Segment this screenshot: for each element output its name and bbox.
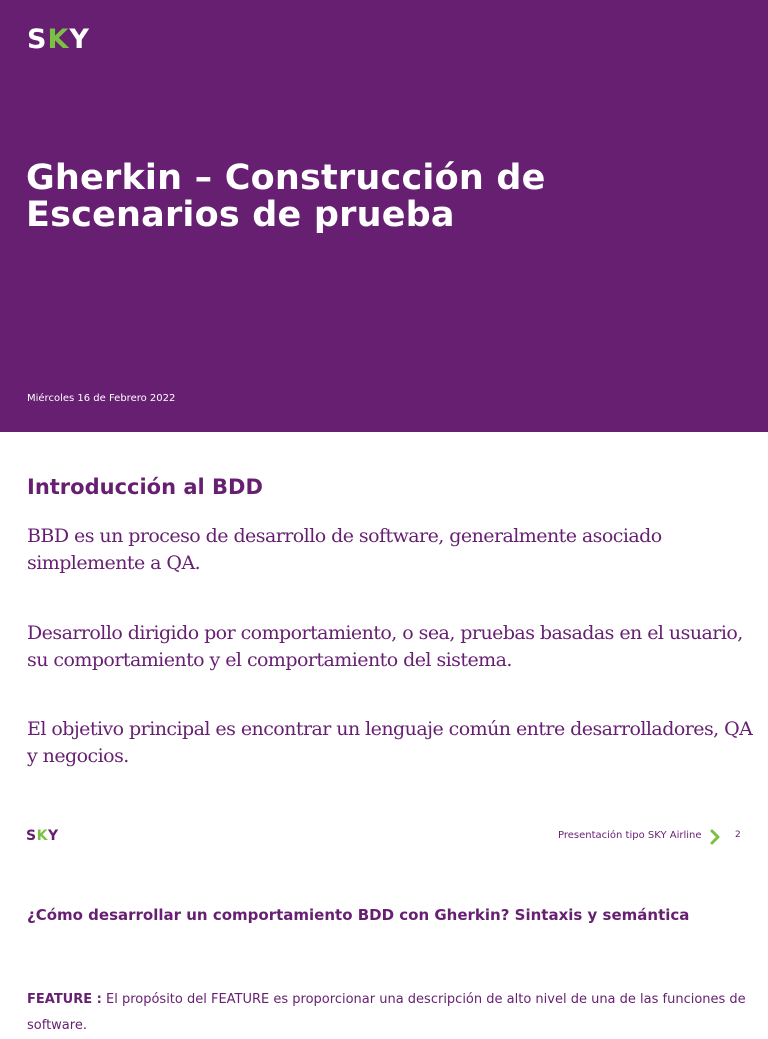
feature-line-1: [27, 987, 747, 1013]
gherkin-syntax-slide: [0, 864, 768, 1033]
paragraph-2-line-1: Desarrollo dirigido por comportamiento, o sea, pruebas basadas en el usuario,: [27, 622, 743, 644]
paragraph-1-line-2: simplemente a QA.: [27, 552, 201, 574]
paragraph-3-line-2: y negocios.: [27, 745, 129, 767]
paragraph-1: [27, 523, 747, 577]
slide-heading: Introducción al BDD: [27, 475, 263, 499]
presentation-label: Presentación tipo SKY Airline: [558, 830, 702, 841]
sky-logo-footer: [26, 829, 59, 843]
logo-letter-s: S: [26, 828, 37, 844]
feature-label: FEATURE :: [27, 992, 102, 1007]
page-number: 2: [735, 830, 741, 840]
cover-title-line-2: Escenarios de prueba: [26, 195, 455, 235]
feature-description: [27, 987, 747, 1039]
cover-slide: [0, 0, 768, 432]
paragraph-1-line-1: BBD es un proceso de desarrollo de software, generalmente asociado: [27, 525, 662, 547]
cover-title: [26, 160, 726, 234]
paragraph-3-line-1: El objetivo principal es encontrar un lenguaje común entre desarrolladores, QA: [27, 718, 753, 740]
logo-letter-y: Y: [47, 828, 59, 844]
logo-letter-s: S: [27, 24, 48, 55]
logo-letter-k: K: [36, 828, 48, 844]
feature-text: El propósito del FEATURE es proporcionar una descripción de alto nivel de una de las funciones de: [101, 992, 746, 1007]
logo-letter-k: K: [47, 24, 70, 55]
sky-logo: [27, 26, 90, 53]
chevron-right-icon: [709, 830, 721, 844]
logo-letter-y: Y: [69, 24, 90, 55]
paragraph-2-line-2: su comportamiento y el comportamiento del sistema.: [27, 649, 512, 671]
cover-date: Miércoles 16 de Febrero 2022: [27, 393, 176, 404]
slide-heading: ¿Cómo desarrollar un comportamiento BDD con Gherkin? Sintaxis y semántica: [27, 906, 690, 924]
paragraph-2: [27, 620, 747, 674]
feature-line-2: software.: [27, 1018, 87, 1033]
intro-slide: [0, 432, 768, 864]
cover-title-line-1: Gherkin – Construcción de: [26, 158, 546, 198]
paragraph-3: [27, 716, 753, 770]
